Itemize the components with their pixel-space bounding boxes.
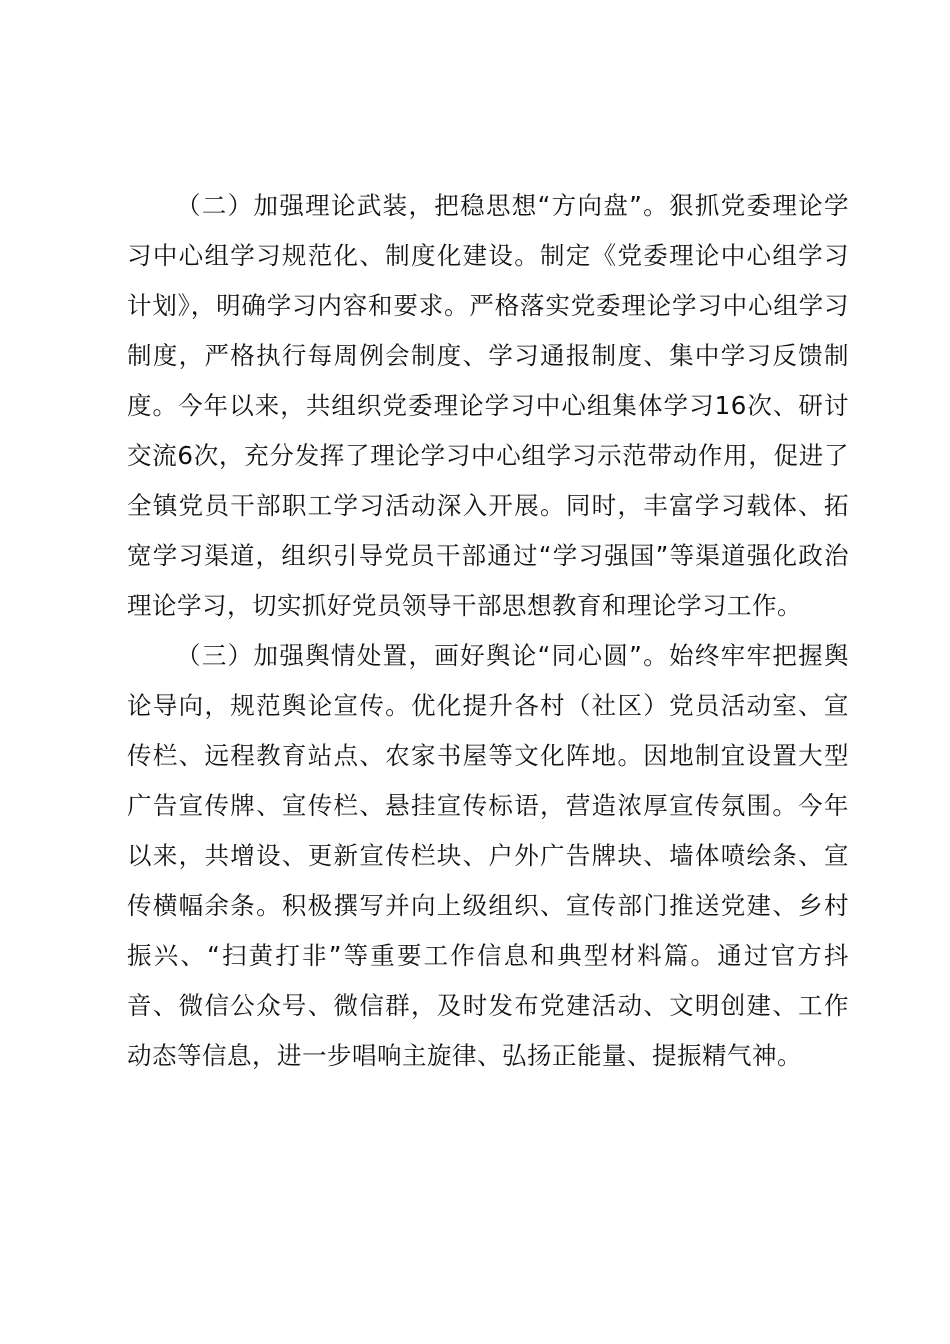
document-body [127,181,849,1081]
paragraph-theory-study: （二）加强理论武装，把稳思想“方向盘”。狠抓党委理论学习中心组学习规范化、制度化建设。制定《党委理论中心组学习计划》，明确学习内容和要求。严格落实党委理论学习中心组学习制度，严格执行每周例会制度、学习通报制度、集中学习反馈制度。今年以来，共组织党委理论学习中心组集体学习16次、研讨交流6次，充分发挥了理论学习中心组学习示范带动作用，促进了全镇党员干部职工学习活动深入开展。同时，丰富学习载体、拓宽学习渠道，组织引导党员干部通过“学习强国”等渠道强化政治理论学习，切实抓好党员领导干部思想教育和理论学习工作。 [127,191,849,620]
paragraph-public-opinion: （三）加强舆情处置，画好舆论“同心圆”。始终牢牢把握舆论导向，规范舆论宣传。优化提升各村（社区）党员活动室、宣传栏、远程教育站点、农家书屋等文化阵地。因地制宜设置大型广告宣传牌、宣传栏、悬挂宣传标语，营造浓厚宣传氛围。今年以来，共增设、更新宣传栏块、户外广告牌块、墙体喷绘条、宣传横幅余条。积极撰写并向上级组织、宣传部门推送党建、乡村振兴、“扫黄打非”等重要工作信息和典型材料篇。通过官方抖音、微信公众号、微信群，及时发布党建活动、文明创建、工作动态等信息，进一步唱响主旋律、弘扬正能量、提振精气神。 [127,641,849,1070]
